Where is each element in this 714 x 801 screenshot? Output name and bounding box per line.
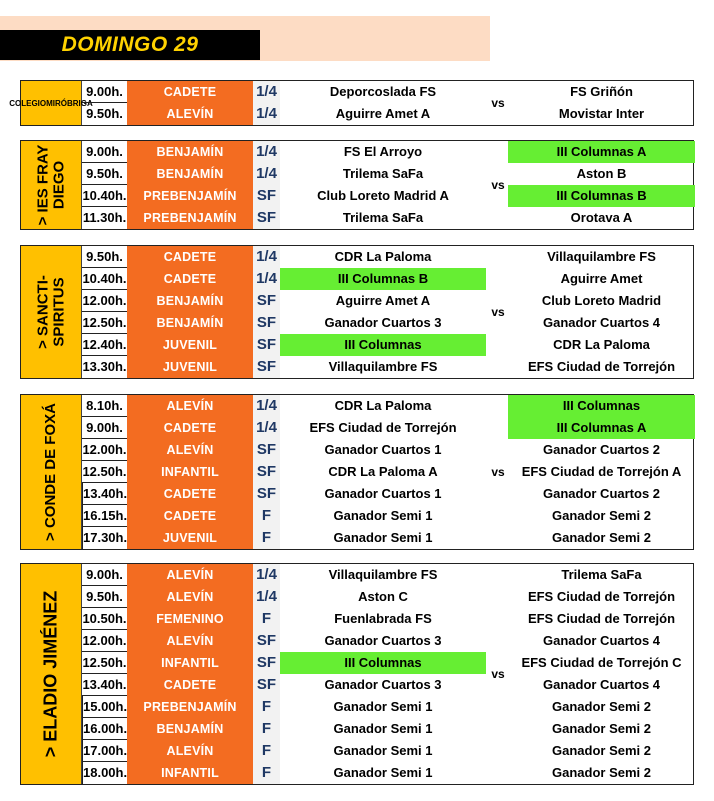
away-team: Villaquilambre FS xyxy=(547,249,656,264)
away-team: III Columnas A xyxy=(508,417,695,439)
match-category: ALEVÍN xyxy=(127,439,253,461)
match-category: PREBENJAMÍN xyxy=(127,185,253,207)
match-time: 16.15h. xyxy=(82,505,127,527)
match-time: 18.00h. xyxy=(82,762,127,784)
match-category: CADETE xyxy=(127,81,253,103)
home-team: Ganador Cuartos 1 xyxy=(324,442,442,457)
match-round: 1/4 xyxy=(253,395,280,417)
match-category: ALEVÍN xyxy=(127,740,253,762)
away-team: Ganador Semi 2 xyxy=(552,699,651,714)
match-row xyxy=(21,674,693,696)
match-row xyxy=(21,207,693,229)
vs-label: vs xyxy=(491,667,505,681)
vs-label: vs xyxy=(491,96,505,110)
home-team: Ganador Semi 1 xyxy=(333,699,433,714)
match-round: F xyxy=(253,608,280,630)
match-round: 1/4 xyxy=(253,417,280,439)
away-team: EFS Ciudad de Torrejón xyxy=(527,359,676,374)
match-category: CADETE xyxy=(127,268,253,290)
match-category: ALEVÍN xyxy=(127,395,253,417)
match-time: 13.40h. xyxy=(82,483,127,505)
home-team: Ganador Cuartos 3 xyxy=(324,677,442,692)
match-time: 10.40h. xyxy=(82,268,127,290)
match-category: JUVENIL xyxy=(127,334,253,356)
match-time: 12.50h. xyxy=(82,461,127,483)
venue-section xyxy=(20,563,694,785)
match-round: SF xyxy=(253,207,280,229)
venue-name-line: > CONDE DE FOXÁ xyxy=(42,403,60,541)
match-row xyxy=(21,356,693,378)
match-category: BENJAMÍN xyxy=(127,290,253,312)
match-time: 17.00h. xyxy=(82,740,127,762)
match-category: ALEVÍN xyxy=(127,103,253,125)
match-row xyxy=(21,718,693,740)
match-round: 1/4 xyxy=(253,246,280,268)
home-team: Ganador Semi 1 xyxy=(333,765,433,780)
match-row xyxy=(21,268,693,290)
home-team: EFS Ciudad de Torrejón xyxy=(309,420,457,435)
match-time: 12.00h. xyxy=(82,439,127,461)
match-category: INFANTIL xyxy=(127,461,253,483)
match-time: 11.30h. xyxy=(82,210,127,225)
match-round: F xyxy=(253,740,280,762)
match-row xyxy=(21,185,693,207)
away-team: CDR La Paloma xyxy=(553,337,650,352)
match-time: 9.00h. xyxy=(82,141,127,163)
match-row xyxy=(21,762,693,784)
away-team: Movistar Inter xyxy=(558,106,645,121)
match-time: 9.50h. xyxy=(82,586,127,608)
away-team: III Columnas A xyxy=(508,141,695,163)
match-time: 12.50h. xyxy=(82,312,127,334)
away-team: EFS Ciudad de Torrejón C xyxy=(521,655,682,670)
vs-label: vs xyxy=(491,305,505,319)
match-row xyxy=(21,608,693,630)
match-round: F xyxy=(253,696,280,718)
match-category: CADETE xyxy=(127,483,253,505)
away-team: Aguirre Amet xyxy=(560,271,643,286)
away-team: Ganador Cuartos 2 xyxy=(542,486,661,501)
venue-name-line: MIRÓBRIGA xyxy=(46,98,93,108)
match-category: PREBENJAMÍN xyxy=(127,696,253,718)
venue-name-line: > ELADIO JIMÉNEZ xyxy=(40,590,61,758)
match-round: 1/4 xyxy=(253,564,280,586)
match-row xyxy=(21,246,693,268)
match-round: SF xyxy=(253,312,280,334)
home-team: Club Loreto Madrid A xyxy=(317,188,449,203)
match-row xyxy=(21,586,693,608)
away-team: Ganador Semi 2 xyxy=(552,508,651,523)
match-round: 1/4 xyxy=(253,141,280,163)
home-team: Ganador Cuartos 1 xyxy=(324,486,442,501)
away-team: Ganador Semi 2 xyxy=(552,530,651,545)
match-category: PREBENJAMÍN xyxy=(127,207,253,229)
home-team: Trilema SaFa xyxy=(342,166,424,181)
match-round: SF xyxy=(253,290,280,312)
match-category: INFANTIL xyxy=(127,652,253,674)
match-category: CADETE xyxy=(127,505,253,527)
venue-name-line: COLEGIO xyxy=(9,98,47,108)
match-round: 1/4 xyxy=(253,163,280,185)
venue-name-line: > IES FRAY xyxy=(34,144,52,226)
home-team: Aguirre Amet A xyxy=(335,106,431,121)
match-time: 9.00h. xyxy=(82,81,127,103)
match-row xyxy=(21,312,693,334)
match-round: SF xyxy=(253,674,280,696)
away-team: Trilema SaFa xyxy=(561,567,642,582)
home-team: Ganador Semi 1 xyxy=(333,508,433,523)
match-time: 12.50h. xyxy=(82,652,127,674)
venue-name-line: DIEGO xyxy=(50,160,67,210)
match-time: 10.50h. xyxy=(82,608,127,630)
match-row xyxy=(21,290,693,312)
home-team: CDR La Paloma xyxy=(334,249,432,264)
away-team: Ganador Cuartos 4 xyxy=(542,677,661,692)
home-team: Ganador Cuartos 3 xyxy=(324,315,442,330)
home-team: III Columnas B xyxy=(280,268,486,290)
match-round: F xyxy=(253,762,280,784)
match-category: ALEVÍN xyxy=(127,564,253,586)
page-title: DOMINGO 29 xyxy=(0,30,260,60)
match-category: CADETE xyxy=(127,246,253,268)
match-row xyxy=(21,630,693,652)
match-round: SF xyxy=(253,461,280,483)
home-team: CDR La Paloma A xyxy=(328,464,438,479)
match-time: 12.00h. xyxy=(82,290,127,312)
match-row xyxy=(21,163,693,185)
match-round: SF xyxy=(253,439,280,461)
match-time: 9.00h. xyxy=(82,417,127,439)
home-team: III Columnas xyxy=(280,652,486,674)
match-row xyxy=(21,483,693,505)
match-row xyxy=(21,564,693,586)
venue-name-line: SPIRITUS xyxy=(50,277,67,347)
match-row xyxy=(21,334,693,356)
match-round: 1/4 xyxy=(253,268,280,290)
match-time: 16.00h. xyxy=(82,718,127,740)
home-team: Ganador Cuartos 3 xyxy=(324,633,442,648)
match-time: 12.40h. xyxy=(82,334,127,356)
away-team: Aston B xyxy=(576,166,627,181)
match-category: ALEVÍN xyxy=(127,586,253,608)
home-team: Deporcoslada FS xyxy=(329,84,437,99)
match-category: FEMENINO xyxy=(127,608,253,630)
home-team: CDR La Paloma xyxy=(334,398,432,413)
home-team: Ganador Semi 1 xyxy=(333,721,433,736)
match-time: 9.00h. xyxy=(82,564,127,586)
away-team: Ganador Cuartos 2 xyxy=(542,442,661,457)
vs-label: vs xyxy=(491,465,505,479)
home-team: Fuenlabrada FS xyxy=(334,611,432,626)
away-team: Ganador Semi 2 xyxy=(552,721,651,736)
match-time: 9.50h. xyxy=(86,106,123,121)
away-team: III Columnas B xyxy=(508,185,695,207)
home-team: Aguirre Amet A xyxy=(335,293,431,308)
match-row xyxy=(21,141,693,163)
home-team: Trilema SaFa xyxy=(342,210,424,225)
away-team: Ganador Semi 2 xyxy=(552,743,651,758)
match-round: SF xyxy=(253,483,280,505)
home-team: Villaquilambre FS xyxy=(328,567,438,582)
match-row xyxy=(21,81,693,103)
home-team: III Columnas xyxy=(280,334,486,356)
match-time: 13.40h. xyxy=(82,674,127,696)
match-round: 1/4 xyxy=(253,103,280,125)
home-team: Ganador Semi 1 xyxy=(333,743,433,758)
match-category: BENJAMÍN xyxy=(127,141,253,163)
match-round: SF xyxy=(253,356,280,378)
match-row xyxy=(21,505,693,527)
match-round: F xyxy=(253,718,280,740)
away-team: III Columnas xyxy=(508,395,695,417)
match-time: 9.50h. xyxy=(82,246,127,268)
match-round: SF xyxy=(253,185,280,207)
away-team: Ganador Cuartos 4 xyxy=(542,315,661,330)
match-category: JUVENIL xyxy=(127,356,253,378)
match-category: ALEVÍN xyxy=(127,630,253,652)
match-row xyxy=(21,652,693,674)
match-row xyxy=(21,527,693,549)
match-category: CADETE xyxy=(127,417,253,439)
venue-section xyxy=(9,80,694,126)
match-time: 12.00h. xyxy=(82,630,127,652)
venue-section xyxy=(20,245,694,379)
match-round: 1/4 xyxy=(253,586,280,608)
venue-name-line: > SANCTI- xyxy=(34,275,52,349)
match-time: 8.10h. xyxy=(82,395,127,417)
match-row xyxy=(21,696,693,718)
match-category: CADETE xyxy=(127,674,253,696)
away-team: FS Griñón xyxy=(570,84,633,99)
home-team: FS El Arroyo xyxy=(343,144,423,159)
match-category: BENJAMÍN xyxy=(127,163,253,185)
match-time: 9.50h. xyxy=(82,163,127,185)
home-team: Aston C xyxy=(358,589,408,604)
match-row xyxy=(21,439,693,461)
away-team: Orotava A xyxy=(570,210,633,225)
match-category: INFANTIL xyxy=(127,762,253,784)
vs-label: vs xyxy=(491,178,505,192)
match-time: 17.30h. xyxy=(82,527,127,549)
match-time: 13.30h. xyxy=(82,359,127,374)
match-row xyxy=(21,740,693,762)
venue-section xyxy=(20,394,694,550)
match-category: BENJAMÍN xyxy=(127,718,253,740)
venue-section xyxy=(20,140,694,230)
match-round: SF xyxy=(253,334,280,356)
match-time: 10.40h. xyxy=(82,185,127,207)
match-time: 15.00h. xyxy=(82,696,127,718)
match-row xyxy=(21,417,693,439)
match-round: F xyxy=(253,505,280,527)
match-category: BENJAMÍN xyxy=(127,312,253,334)
match-row xyxy=(21,395,693,417)
match-row xyxy=(21,103,693,125)
match-category: JUVENIL xyxy=(127,527,253,549)
away-team: Ganador Semi 2 xyxy=(552,765,651,780)
match-round: SF xyxy=(253,630,280,652)
match-round: 1/4 xyxy=(253,81,280,103)
away-team: Club Loreto Madrid xyxy=(541,293,662,308)
home-team: Villaquilambre FS xyxy=(328,359,438,374)
away-team: EFS Ciudad de Torrejón A xyxy=(521,464,682,479)
away-team: EFS Ciudad de Torrejón xyxy=(527,611,676,626)
home-team: Ganador Semi 1 xyxy=(333,530,433,545)
match-round: F xyxy=(253,527,280,549)
match-round: SF xyxy=(253,652,280,674)
away-team: EFS Ciudad de Torrejón xyxy=(527,589,676,604)
away-team: Ganador Cuartos 4 xyxy=(542,633,661,648)
match-row xyxy=(21,461,693,483)
